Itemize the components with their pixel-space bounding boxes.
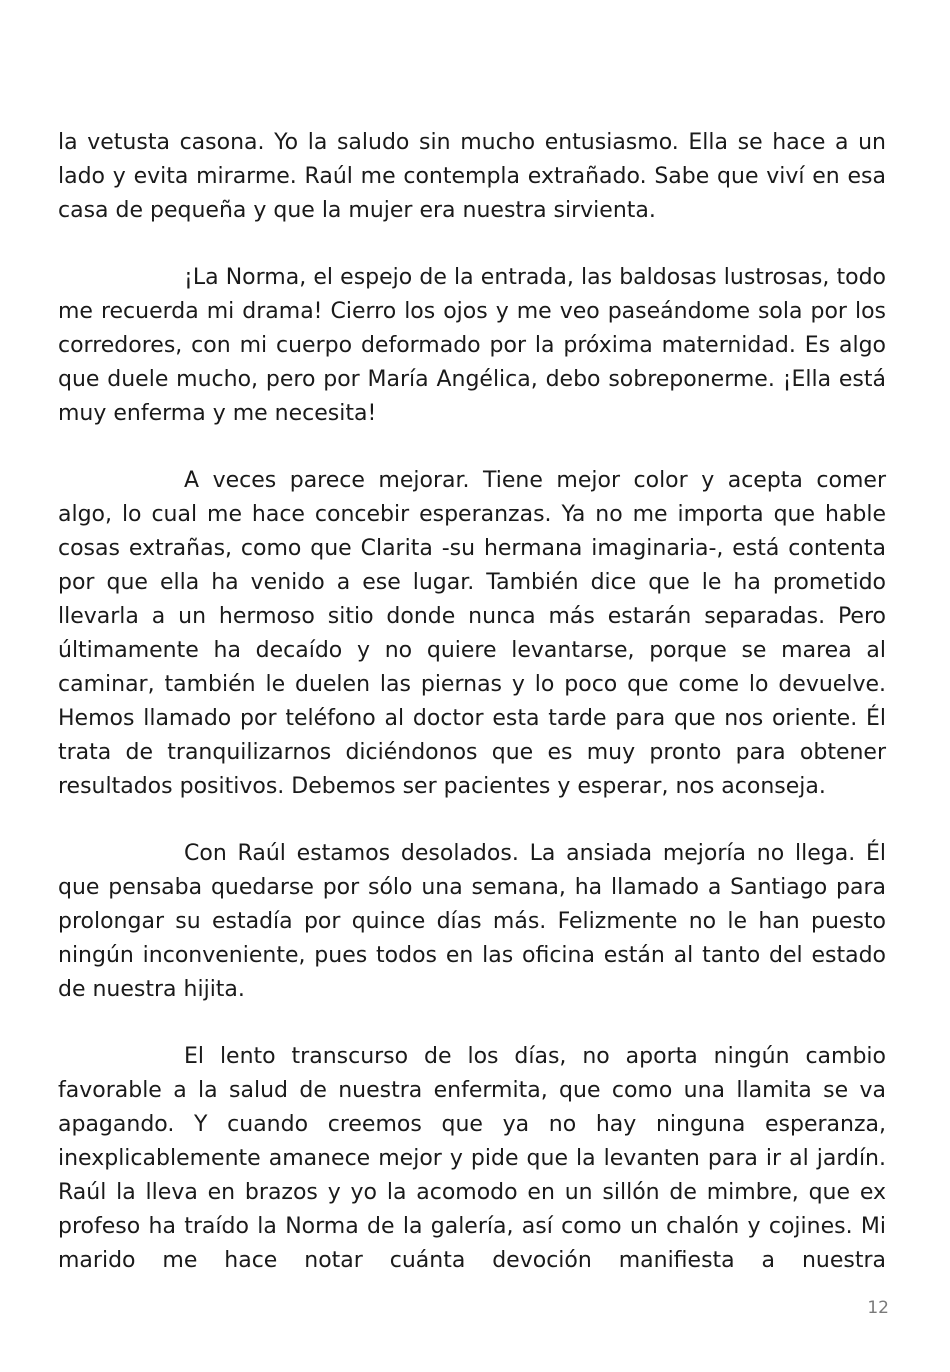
page-number: 12 (867, 1298, 889, 1318)
body-text (58, 126, 886, 1278)
paragraph-3: A veces parece mejorar. Tiene mejor color y acepta comer algo, lo cual me hace concebir esperanzas. Ya no me importa que hable cosas extrañas, como que Clarita -su hermana imaginaria-, está contenta por que ella ha venido a ese lugar. También dice que le ha prometido llevarla a un hermoso sitio donde nunca más estarán separadas. Pero últimamente ha decaído y no quiere levantarse, porque se marea al caminar, también le duelen las piernas y lo poco que come lo devuelve. Hemos llamado por teléfono al doctor esta tarde para que nos oriente. Él trata de tranquilizarnos diciéndonos que es muy pronto para obtener resultados positivos. Debemos ser pacientes y esperar, nos aconseja. (58, 468, 886, 799)
paragraph-5: El lento transcurso de los días, no aporta ningún cambio favorable a la salud de nuestra enfermita, que como una llamita se va apagando. Y cuando creemos que ya no hay ninguna esperanza, inexplicablemente amanece mejor y pide que la levanten para ir al jardín. Raúl la lleva en brazos y yo la acomodo en un sillón de mimbre, que ex profeso ha traído la Norma de la galería, así como un chalón y cojines. Mi marido me hace notar cuánta devoción manifiesta a nuestra (58, 1044, 886, 1273)
paragraph-4: Con Raúl estamos desolados. La ansiada mejoría no llega. Él que pensaba quedarse por sólo una semana, ha llamado a Santiago para prolongar su estadía por quince días más. Felizmente no le han puesto ningún inconveniente, pues todos en las oficina están al tanto del estado de nuestra hijita. (58, 841, 886, 1002)
paragraph-2: ¡La Norma, el espejo de la entrada, las baldosas lustrosas, todo me recuerda mi drama! Cierro los ojos y me veo paseándome sola por los corredores, con mi cuerpo deformado por la próxima maternidad. Es algo que duele mucho, pero por María Angélica, debo sobreponerme. ¡Ella está muy enferma y me necesita! (58, 265, 886, 426)
paragraph-1: la vetusta casona. Yo la saludo sin mucho entusiasmo. Ella se hace a un lado y evita mirarme. Raúl me contempla extrañado. Sabe que viví en esa casa de pequeña y que la mujer era nuestra sirvienta. (58, 130, 886, 223)
